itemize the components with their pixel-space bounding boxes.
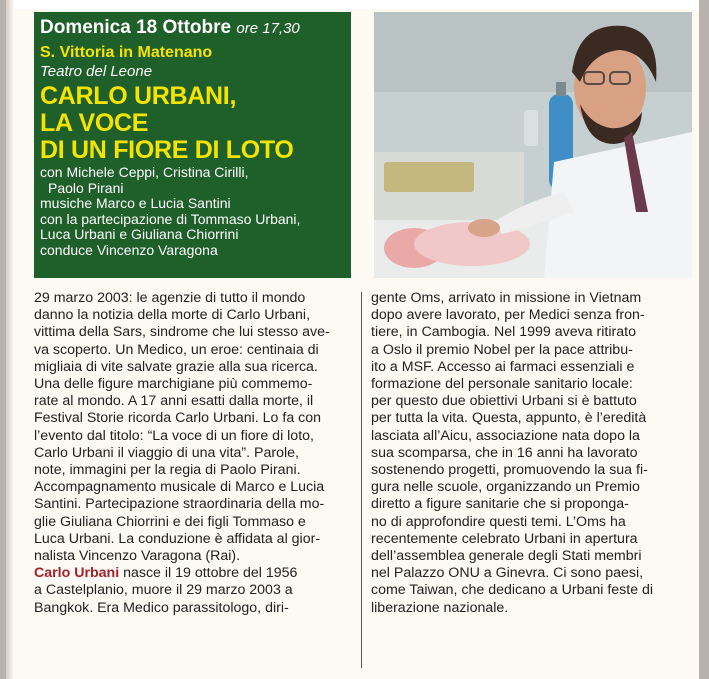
- column-divider: [361, 292, 362, 668]
- event-theatre: Teatro del Leone: [40, 63, 153, 80]
- article-line: sostenendo progetti, promuovendo la sua fi-: [371, 462, 648, 479]
- article-line: Accompagnamento musicale di Marco e Lucia: [34, 479, 325, 496]
- article-line: gente Oms, arrivato in missione in Vietnam: [371, 290, 642, 306]
- page-edge-right: [699, 0, 709, 679]
- page-fold-shadow: [6, 0, 14, 679]
- article-line: tiere, in Cambogia. Nel 1999 aveva ritirato: [371, 324, 636, 341]
- name-line-rest: nasce il 19 ottobre del 1956: [119, 565, 298, 582]
- article-column-left: [34, 290, 350, 617]
- event-time: ore 17,30: [236, 20, 300, 37]
- article-line: ito a MSF. Accesso ai farmaci essenziali e: [371, 358, 635, 375]
- article-line: Bangkok. Era Medico parassitologo, diri-: [34, 599, 289, 616]
- credits-line: con la partecipazione di Tommaso Urbani,: [40, 210, 301, 227]
- article-line: liberazione nazionale.: [371, 599, 509, 616]
- credits-line: conduce Vincenzo Varagona: [40, 241, 218, 258]
- event-title-line: CARLO URBANI,: [40, 82, 237, 110]
- credits-line: Luca Urbani e Giuliana Chiorrini: [40, 226, 239, 242]
- article-line: Carlo Urbani il viaggio di una vita”. Parole,: [34, 444, 299, 461]
- credits-line: Paolo Pirani: [48, 179, 124, 196]
- event-title-line: DI UN FIORE DI LOTO: [40, 136, 294, 164]
- article-line: vittima della Sars, sindrome che lui stesso ave-: [34, 324, 330, 341]
- credits-line: con Michele Ceppi, Cristina Cirilli,: [40, 164, 249, 180]
- article-column-right: [371, 290, 687, 617]
- article-line: per questo due obiettivi Urbani si è battuto: [371, 393, 637, 410]
- article-line: Luca Urbani. La conduzione è affidata al gior-: [34, 530, 321, 547]
- event-title: [40, 83, 345, 164]
- photo-hand: [468, 219, 500, 237]
- article-line: va scoperto. Un Medico, un eroe: centinaia di: [34, 341, 319, 358]
- article-line: nalista Vincenzo Varagona (Rai).: [34, 548, 241, 565]
- article-line: note, immagini per la regia di Paolo Pirani.: [34, 462, 301, 479]
- article-line: per tutta la vita. Questa, appunto, è l’eredità: [371, 410, 647, 427]
- article-line: lasciata all’Aicu, associazione nata dopo la: [371, 427, 640, 444]
- article-line: migliaia di vite salvate grazie alla sua ricerca.: [34, 358, 318, 375]
- photo-flowmeter: [524, 110, 538, 146]
- article-line: recentemente celebrato Urbani in apertura: [371, 530, 638, 547]
- photo-tank-valve: [556, 82, 566, 96]
- article-line: Una delle figure marchigiane più commemo-: [34, 376, 313, 393]
- article-line: a Oslo il premio Nobel per la pace attribu-: [371, 341, 633, 358]
- article-line: no di approfondire questi temi. L’Oms ha: [371, 513, 626, 530]
- article-line: rate al mondo. A 17 anni esatti dalla morte, il: [34, 393, 314, 410]
- article-line: 29 marzo 2003: le agenzie di tutto il mondo: [34, 290, 306, 306]
- event-venue: S. Vittoria in Matenano: [40, 44, 213, 61]
- article-line: l’evento dal titolo: “La voce di un fiore di loto,: [34, 427, 314, 444]
- article-line-name: [34, 565, 350, 582]
- event-date: Domenica 18 Ottobre: [40, 17, 232, 38]
- article-line: danno la notizia della morte di Carlo Urbani,: [34, 307, 311, 324]
- page-top-strip: [0, 0, 709, 9]
- article-line: Santini. Partecipazione straordinaria della mo-: [34, 496, 325, 513]
- article-line: diretto a figure sanitarie che si proponga-: [371, 496, 629, 513]
- event-date-line: [40, 16, 345, 41]
- article-line: glie Giuliana Chiorrini e dei figli Tommaso e: [34, 513, 306, 530]
- photo-illustration: [374, 12, 692, 278]
- highlight-name: Carlo Urbani: [34, 565, 120, 582]
- article-line: come Taiwan, che dedicano a Urbani feste di: [371, 582, 654, 599]
- article-line: dopo avere lavorato, per Medici senza fron-: [371, 307, 645, 324]
- event-title-line: LA VOCE: [40, 109, 149, 137]
- article-line: dell’assemblea generale degli Stati membri: [371, 548, 642, 565]
- article-line: a Castelplanio, muore il 29 marzo 2003 a: [34, 582, 293, 599]
- photo-equipment-panel: [384, 162, 474, 192]
- article-line: sua scomparsa, che in 16 anni ha lavorato: [371, 444, 638, 461]
- event-credits: [40, 165, 345, 258]
- event-info-box: [34, 12, 351, 278]
- article-line: formazione del personale sanitario locale:: [371, 376, 633, 393]
- photo-doctor-with-newborn: [374, 12, 692, 278]
- article-line: Festival Storie ricorda Carlo Urbani. Lo fa con: [34, 410, 322, 427]
- article-line: nel Palazzo ONU a Ginevra. Ci sono paesi,: [371, 565, 644, 582]
- credits-line: musiche Marco e Lucia Santini: [40, 195, 231, 211]
- article-line: gura nelle scuole, organizzando un Premio: [371, 479, 640, 496]
